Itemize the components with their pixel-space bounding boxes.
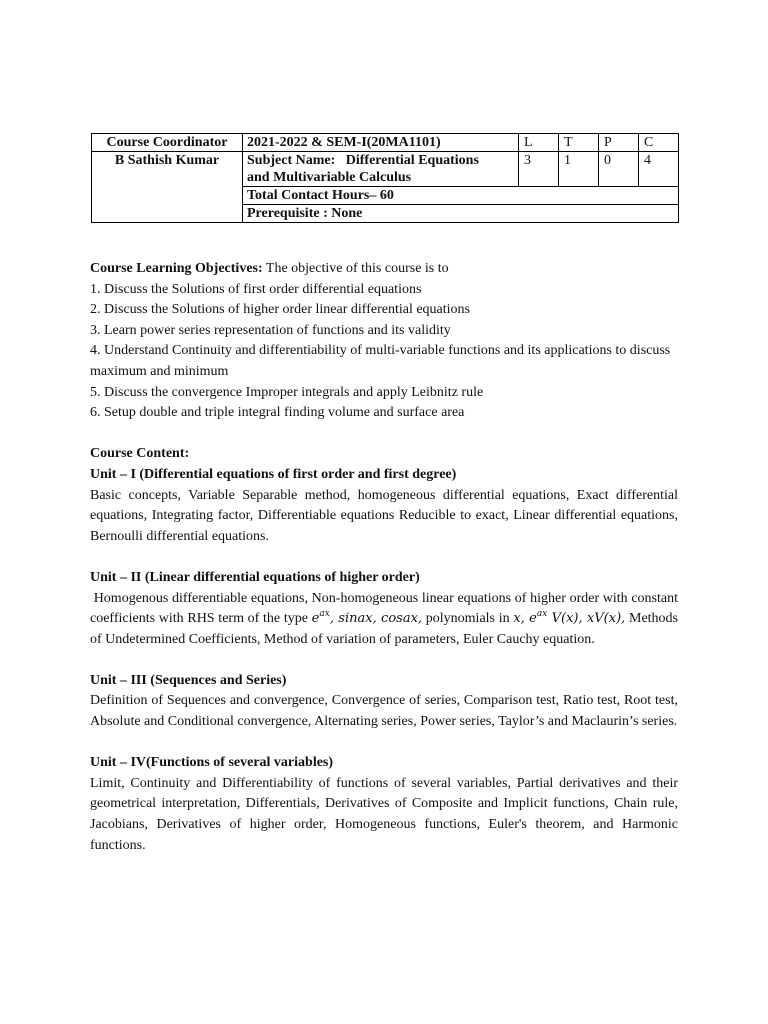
unit-2-text-c: Methods of Undetermined Coefficients, Method of variation of parameters, Euler Cauchy equation. <box>90 611 678 647</box>
unit-2-body <box>90 589 682 651</box>
ltpc-label-c: C <box>639 134 679 152</box>
objectives-intro-line <box>90 259 678 280</box>
unit-3-title: Unit – III (Sequences and Series) <box>90 672 287 688</box>
unit-2-text-a: Homogenous differentiable equations, Non-homogeneous linear equations of higher order with constant coefficients with RHS term of the type <box>90 590 682 627</box>
objective-item: 3. Learn power series representation of functions and its validity <box>90 322 451 338</box>
ltpc-value-c: 4 <box>639 152 679 187</box>
course-content-heading: Course Content: <box>90 446 190 462</box>
contact-hours-cell: Total Contact Hours– 60 <box>243 187 679 205</box>
objective-item: 2. Discuss the Solutions of higher order linear differential equations <box>90 302 470 318</box>
subject-name-cell <box>243 152 519 187</box>
math-x-exp: x, $e^{ax}$ V(x), xV(x), <box>513 609 626 627</box>
ltpc-value-l: 3 <box>519 152 559 187</box>
objective-item: 4. Understand Continuity and differentiability of multi-variable functions and its applications to discuss maximum and minimum <box>90 343 671 379</box>
syllabus-content <box>90 259 682 856</box>
unit-2-text-b: polynomials in <box>422 611 514 627</box>
ltpc-value-t: 1 <box>559 152 599 187</box>
prerequisite-cell: Prerequisite : None <box>243 205 679 223</box>
ltpc-value-p: 0 <box>599 152 639 187</box>
objectives-heading: Course Learning Objectives: <box>90 261 263 276</box>
coordinator-label: Course Coordinator <box>92 134 243 152</box>
unit-1-title: Unit – I (Differential equations of first order and first degree) <box>90 466 457 482</box>
subject-line-2: and Multivariable Calculus <box>247 170 412 185</box>
ltpc-label-t: T <box>559 134 599 152</box>
objective-item: 5. Discuss the convergence Improper integrals and apply Leibnitz rule <box>90 384 484 400</box>
ltpc-label-l: L <box>519 134 559 152</box>
math-exp-ax: $e^{ax}$, sinax, cosax, <box>311 609 423 627</box>
objective-item: 6. Setup double and triple integral finding volume and surface area <box>90 405 465 421</box>
subject-line-1: Subject Name: Differential Equations <box>247 153 479 168</box>
unit-4-title: Unit – IV(Functions of several variables) <box>90 755 334 771</box>
coordinator-name: B Sathish Kumar <box>92 152 243 223</box>
objective-item: 1. Discuss the Solutions of first order differential equations <box>90 281 422 297</box>
course-info-table <box>91 133 679 223</box>
unit-1-body: Basic concepts, Variable Separable method, homogeneous differential equations, Exact differential equations, Integrating factor, Differentiable equations Reducible to exact, Linear differential equations, Bernoulli differential equations. <box>90 487 678 544</box>
ltpc-label-p: P <box>599 134 639 152</box>
unit-4-body: Limit, Continuity and Differentiability of functions of several variables, Partial derivatives and their geometrical interpretation, Differentials, Derivatives of Composite and Implicit functions, Chain rule, Jacobians, Derivatives of higher order, Homogeneous functions, Euler's theorem, and Harmonic functions. <box>90 775 678 853</box>
unit-3-body: Definition of Sequences and convergence, Convergence of series, Comparison test, Ratio test, Root test, Absolute and Conditional convergence, Alternating series, Power series, Taylor’s and Maclaurin’s series. <box>90 693 678 730</box>
unit-2-title: Unit – II (Linear differential equations of higher order) <box>90 569 420 585</box>
objectives-intro: The objective of this course is to <box>262 261 449 276</box>
year-sem-cell: 2021-2022 & SEM-I(20MA1101) <box>243 134 519 152</box>
